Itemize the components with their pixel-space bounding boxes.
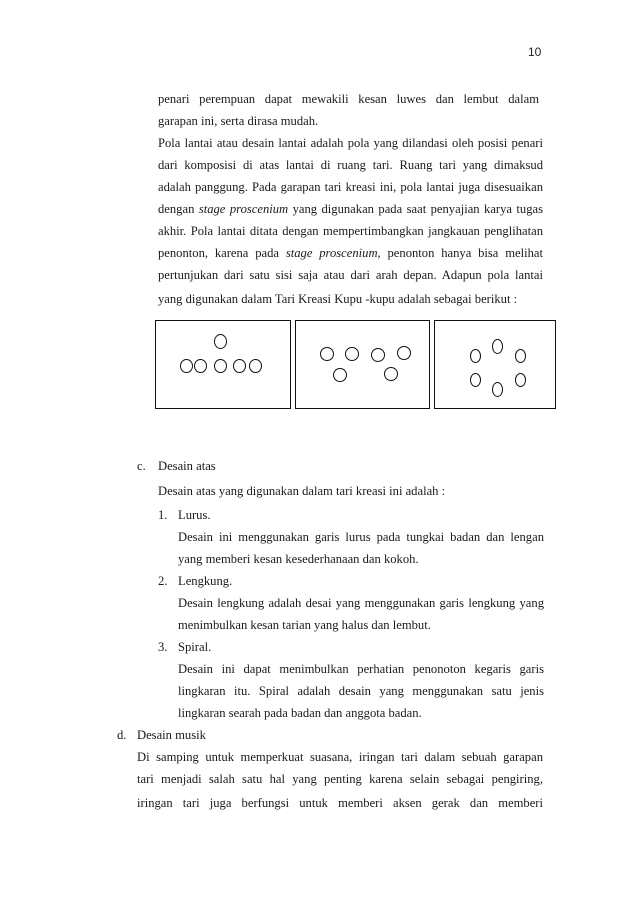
text-line: Desain ini menggunakan garis lurus pada tungkai badan dan lengan — [178, 530, 544, 544]
text-line: Pola lantai atau desain lantai adalah pola yang dilandasi oleh posisi penari — [158, 136, 543, 150]
text-line: akhir. Pola lantai ditata dengan mempertimbangkan jangkauan penglihatan — [158, 224, 543, 238]
text-line: yang memberi kesan kesederhanaan dan kokoh. — [178, 552, 419, 566]
dancer-circle — [214, 334, 227, 349]
list-number: 2. — [158, 574, 168, 588]
text-segment: penonton hanya bisa melihat — [380, 246, 543, 260]
section-intro: Desain atas yang digunakan dalam tari kreasi ini adalah : — [158, 484, 446, 498]
text-line: lingkaran itu. Spiral adalah desain yang menggunakan satu jenis — [178, 684, 544, 698]
text-line-with-italic — [158, 201, 543, 217]
dancer-circle — [492, 382, 503, 397]
text-line: garapan ini, serta dirasa mudah. — [158, 114, 319, 128]
dancer-circle — [194, 359, 207, 373]
text-line: pertunjukan dari satu sisi saja atau dari arah depan. Adapun pola lantai — [158, 268, 543, 282]
italic-term: stage proscenium — [198, 202, 289, 216]
text-segment: yang digunakan pada saat penyajian karya tugas — [288, 202, 544, 216]
dancer-circle — [345, 347, 359, 361]
section-marker: c. — [137, 459, 146, 473]
dancer-circle — [492, 339, 503, 354]
floor-pattern-box-1 — [155, 320, 291, 409]
dancer-circle — [397, 346, 411, 360]
text-line: penari perempuan dapat mewakili kesan luwes dan lembut dalam — [158, 92, 539, 106]
text-segment: dengan — [158, 202, 199, 216]
text-line: adalah panggung. Pada garapan tari kreasi ini, pola lantai juga disesuaikan — [158, 180, 543, 194]
text-line: tari menjadi salah satu hal yang penting karena selain sebagai pengiring, — [137, 772, 543, 786]
text-line: Desain ini dapat menimbulkan perhatian penonoton kegaris garis — [178, 662, 544, 676]
italic-term: stage proscenium, — [285, 246, 381, 260]
list-number: 1. — [158, 508, 168, 522]
list-number: 3. — [158, 640, 168, 654]
dancer-circle — [333, 368, 347, 382]
text-segment: penonton, karena pada — [158, 246, 286, 260]
text-line: menimbulkan kesan tarian yang halus dan lembut. — [178, 618, 431, 632]
text-line-with-italic — [158, 245, 543, 261]
floor-pattern-box-2 — [295, 320, 430, 409]
text-line: yang digunakan dalam Tari Kreasi Kupu -kupu adalah sebagai berikut : — [158, 292, 518, 306]
dancer-circle — [320, 347, 334, 361]
list-item-title: Spiral. — [178, 640, 212, 654]
text-line: lingkaran searah pada badan dan anggota badan. — [178, 706, 422, 720]
dancer-circle — [233, 359, 246, 373]
dancer-circle — [515, 373, 526, 387]
dancer-circle — [470, 373, 481, 387]
list-item-title: Lengkung. — [178, 574, 233, 588]
dancer-circle — [515, 349, 526, 363]
text-line: iringan tari juga berfungsi untuk memberi aksen gerak dan memberi — [137, 796, 543, 810]
dancer-circle — [249, 359, 262, 373]
text-line: Di samping untuk memperkuat suasana, iringan tari dalam sebuah garapan — [137, 750, 543, 764]
section-title: Desain atas — [158, 459, 216, 473]
dancer-circle — [180, 359, 193, 373]
section-title: Desain musik — [137, 728, 206, 742]
floor-pattern-box-3 — [434, 320, 556, 409]
page-number: 10 — [528, 45, 542, 59]
dancer-circle — [371, 348, 385, 362]
list-item-title: Lurus. — [178, 508, 211, 522]
dancer-circle — [470, 349, 481, 363]
text-line: Desain lengkung adalah desai yang menggunakan garis lengkung yang — [178, 596, 544, 610]
dancer-circle — [214, 359, 227, 373]
text-line: dari komposisi di atas lantai di ruang tari. Ruang tari yang dimaksud — [158, 158, 543, 172]
dancer-circle — [384, 367, 398, 381]
section-marker: d. — [117, 728, 127, 742]
